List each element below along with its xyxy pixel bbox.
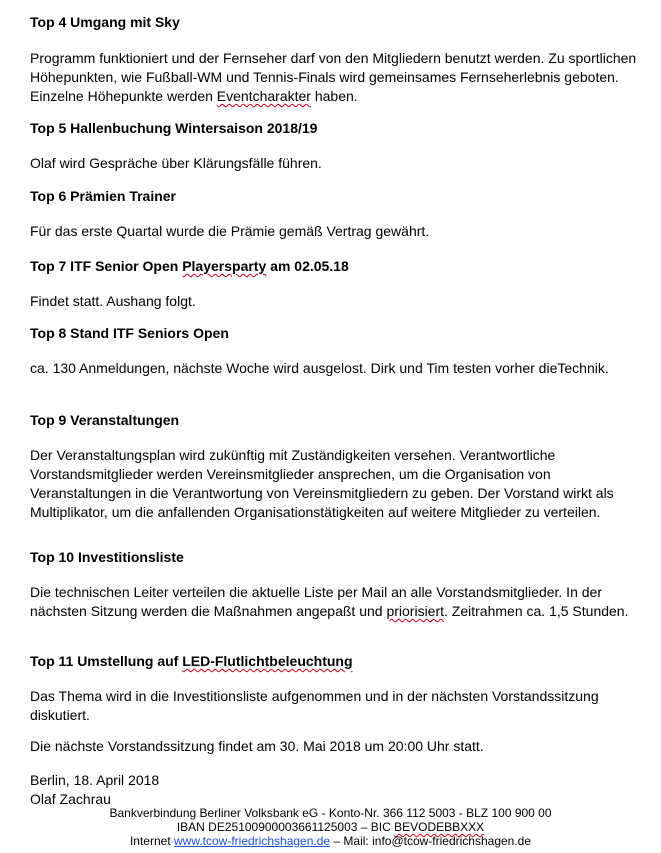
- section-heading: Top 11 Umstellung auf LED-Flutlichtbeleuchtung: [30, 653, 353, 669]
- signatory-name: Olaf Zachrau: [30, 791, 111, 807]
- section-body: Das Thema wird in die Investitionsliste aufgenommen und in der nächsten Vorstandssitzung diskutiert.: [30, 688, 599, 723]
- agenda-item-top-11: [30, 653, 645, 725]
- agenda-item-top-4: [30, 14, 645, 106]
- spellcheck-mark: Eventcharakter: [216, 88, 311, 104]
- contact-line: [0, 834, 661, 848]
- section-body: Der Veranstaltungsplan wird zukünftig mit Zuständigkeiten versehen. Verantwortliche Vorstandsmitglieder werden Vereinsmitglieder ansprechen, um die Organisation von Veranstaltungen in die Verantwortung von Vereinsmitgliedern zu geben. Der Vorstand wirkt als Multiplikator, um die anfallenden Organisationstätigkeiten auf weitere Mitglieder zu verteilen.: [30, 447, 614, 520]
- mail-text: – Mail: info@tcow-friedrichshagen.de: [333, 834, 532, 848]
- section-body: ca. 130 Anmeldungen, nächste Woche wird ausgelost. Dirk und Tim testen vorher dieTechnik.: [30, 360, 609, 376]
- section-body: Findet statt. Aushang folgt.: [30, 293, 196, 309]
- next-meeting-text: Die nächste Vorstandssitzung findet am 30. Mai 2018 um 20:00 Uhr statt.: [30, 738, 484, 754]
- letter-footer: [0, 806, 661, 848]
- bank-details: Bankverbindung Berliner Volksbank eG - Konto-Nr. 366 112 5003 - BLZ 100 900 00: [109, 806, 552, 820]
- section-body: Für das erste Quartal wurde die Prämie gemäß Vertrag gewährt.: [30, 223, 430, 239]
- signature-block: [30, 771, 645, 809]
- iban-bic: [0, 820, 661, 834]
- spellcheck-mark: Playersparty: [182, 258, 267, 274]
- spellcheck-mark: LED-Flutlichtbeleuchtung: [182, 653, 353, 669]
- agenda-item-top-7: [30, 258, 645, 311]
- agenda-item-top-6: [30, 188, 645, 241]
- spellcheck-mark: BEVODEBBXXX: [394, 820, 485, 834]
- section-heading: Top 4 Umgang mit Sky: [30, 14, 180, 30]
- agenda-item-top-5: [30, 120, 645, 173]
- section-heading: Top 6 Prämien Trainer: [30, 188, 177, 204]
- agenda-item-top-9: [30, 412, 645, 522]
- place-date: Berlin, 18. April 2018: [30, 772, 160, 788]
- internet-label: Internet: [129, 834, 171, 848]
- section-heading: Top 5 Hallenbuchung Wintersaison 2018/19: [30, 120, 318, 136]
- spellcheck-mark: priorisiert: [386, 603, 445, 619]
- section-body: Programm funktioniert und der Fernseher darf von den Mitgliedern benutzt werden. Zu sportlichen Höhepunkten, wie Fußball-WM und Tennis-Finals wird gemeinsames Fernseherlebnis geboten. Einzelne Höhepunkte werden Eventcharakter haben.: [30, 50, 637, 104]
- section-body: Olaf wird Gespräche über Klärungsfälle führen.: [30, 155, 322, 171]
- section-heading: Top 8 Stand ITF Seniors Open: [30, 325, 229, 341]
- agenda-item-top-8: [30, 325, 645, 378]
- section-body: Die technischen Leiter verteilen die aktuelle Liste per Mail an alle Vorstandsmitglieder. In der nächsten Sitzung werden die Maßnahmen angepaßt und priorisiert. Zeitrahmen ca. 1,5 Stunden.: [30, 584, 629, 619]
- section-heading: Top 10 Investitionsliste: [30, 549, 184, 565]
- section-heading: Top 7 ITF Senior Open Playersparty am 02.05.18: [30, 258, 349, 274]
- next-meeting-note: [30, 737, 645, 756]
- section-heading: Top 9 Veranstaltungen: [30, 412, 180, 428]
- website-link[interactable]: www.tcow-friedrichshagen.de: [174, 834, 331, 848]
- iban-text: IBAN DE25100900003661125003 – BIC BEVODEBBXXX: [176, 820, 485, 834]
- agenda-item-top-10: [30, 549, 645, 621]
